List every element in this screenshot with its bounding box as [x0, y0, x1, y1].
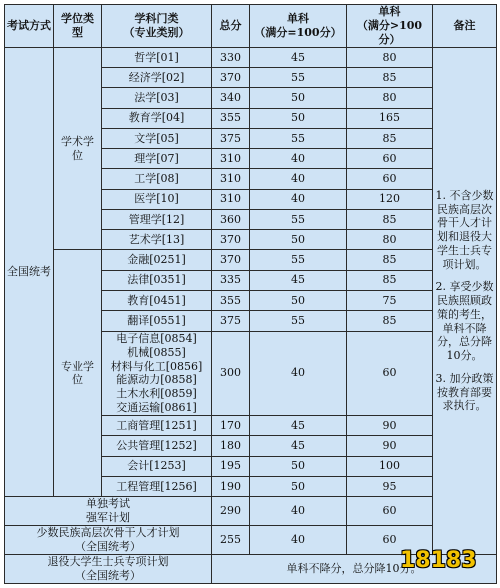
professional-single100: 45: [250, 270, 347, 290]
header-single100: [250, 5, 347, 48]
special-plan-label-line1: 少数民族高层次骨干人才计划: [36, 526, 180, 540]
header-exam-method: 考试方式: [5, 5, 54, 48]
table-row: [5, 47, 497, 67]
professional-single100: 45: [250, 416, 347, 436]
special-plan-label: [5, 526, 212, 555]
degree-type-professional: 专业学位: [54, 250, 102, 497]
remarks-note-1: 1. 不含少数民族高层次骨干人才计划和退役大学生士兵专项计划。: [435, 188, 494, 271]
header-single100plus: [347, 5, 433, 48]
academic-single100: 55: [250, 209, 347, 229]
academic-total: 310: [212, 189, 250, 209]
academic-single100: 40: [250, 189, 347, 209]
remarks-note-3: 3. 加分政策按教育部要求执行。: [435, 371, 494, 413]
exam-method-national: 全国统考: [5, 47, 54, 496]
header-degree-type: 学位类型: [54, 5, 102, 48]
special-single100: 40: [250, 526, 347, 555]
subject-cell: 艺术学[13]: [102, 230, 212, 250]
engineering-subject: 交通运输[0861]: [116, 400, 197, 414]
subject-cell: 法学[03]: [102, 88, 212, 108]
subject-cell: 工商管理[1251]: [102, 416, 212, 436]
subject-cell: 翻译[0551]: [102, 311, 212, 331]
professional-single100plus: 85: [347, 311, 433, 331]
subject-cell: 教育学[04]: [102, 108, 212, 128]
subject-cell: 公共管理[1252]: [102, 436, 212, 456]
engineering-subjects-cell: [102, 331, 212, 416]
professional-single100plus: 90: [347, 416, 433, 436]
professional-single100plus: 95: [347, 476, 433, 496]
header-subject-line1: 学科门类: [134, 12, 179, 26]
table-row: [5, 250, 497, 270]
professional-single100: 55: [250, 250, 347, 270]
academic-single100plus: 120: [347, 189, 433, 209]
professional-single100: 50: [250, 291, 347, 311]
professional-total: 355: [212, 291, 250, 311]
academic-total: 375: [212, 128, 250, 148]
special-total: 290: [212, 497, 250, 526]
engineering-single100plus: 60: [347, 331, 433, 416]
subject-cell: 哲学[01]: [102, 47, 212, 67]
academic-single100plus: 80: [347, 47, 433, 67]
professional-total: 190: [212, 476, 250, 496]
subject-cell: 教育[0451]: [102, 291, 212, 311]
special-plan-label: [5, 497, 212, 526]
engineering-subject: 土木水利[0859]: [116, 387, 197, 401]
header-total: 总分: [212, 5, 250, 48]
professional-total: 375: [212, 311, 250, 331]
special-single100: 40: [250, 497, 347, 526]
engineering-subject: 材料与化工[0856]: [110, 359, 203, 373]
site-watermark-logo: 18183: [400, 548, 477, 573]
special-plan-label-line1: 单独考试: [86, 497, 130, 511]
header-single100-line2: （满分=100分）: [254, 25, 342, 39]
academic-single100: 50: [250, 88, 347, 108]
professional-single100: 50: [250, 476, 347, 496]
academic-single100plus: 60: [347, 149, 433, 169]
academic-single100: 40: [250, 169, 347, 189]
professional-single100plus: 90: [347, 436, 433, 456]
academic-single100: 50: [250, 230, 347, 250]
special-plan-label-line2: 强军计划: [86, 511, 130, 525]
professional-single100: 45: [250, 436, 347, 456]
professional-total: 335: [212, 270, 250, 290]
academic-single100: 55: [250, 128, 347, 148]
academic-total: 360: [212, 209, 250, 229]
special-single100plus: 60: [347, 497, 433, 526]
professional-total: 170: [212, 416, 250, 436]
academic-single100plus: 85: [347, 209, 433, 229]
veteran-plan-note: 单科不降分，总分降10分。: [212, 554, 497, 583]
professional-total: 195: [212, 456, 250, 476]
subject-cell: 文学[05]: [102, 128, 212, 148]
header-row: [5, 5, 497, 48]
subject-cell: 法律[0351]: [102, 270, 212, 290]
professional-total: 180: [212, 436, 250, 456]
engineering-subject: 电子信息[0854]: [116, 332, 197, 346]
academic-single100plus: 165: [347, 108, 433, 128]
engineering-total: 300: [212, 331, 250, 416]
professional-single100plus: 100: [347, 456, 433, 476]
academic-single100plus: 80: [347, 230, 433, 250]
academic-single100plus: 85: [347, 68, 433, 88]
special-single100plus: 60: [347, 526, 433, 555]
academic-single100plus: 80: [347, 88, 433, 108]
engineering-subject: 机械[0855]: [127, 345, 186, 359]
header-subject: [102, 5, 212, 48]
professional-single100plus: 75: [347, 291, 433, 311]
engineering-subject: 能源动力[0858]: [116, 373, 197, 387]
academic-total: 310: [212, 169, 250, 189]
header-single100plus-line2: （满分>100分）: [356, 19, 423, 46]
academic-single100: 45: [250, 47, 347, 67]
score-table: [4, 4, 497, 584]
veteran-plan-label: [5, 554, 212, 583]
subject-cell: 工学[08]: [102, 169, 212, 189]
academic-total: 370: [212, 68, 250, 88]
engineering-single100: 40: [250, 331, 347, 416]
subject-cell: 理学[07]: [102, 149, 212, 169]
header-single100plus-line1: 单科: [378, 5, 401, 19]
subject-cell: 医学[10]: [102, 189, 212, 209]
academic-total: 330: [212, 47, 250, 67]
professional-total: 370: [212, 250, 250, 270]
academic-single100plus: 60: [347, 169, 433, 189]
academic-total: 370: [212, 230, 250, 250]
professional-single100: 55: [250, 311, 347, 331]
subject-cell: 工程管理[1256]: [102, 476, 212, 496]
veteran-plan-label-line2: （全国统考）: [75, 568, 141, 582]
subject-cell: 管理学[12]: [102, 209, 212, 229]
header-single100-line1: 单科: [287, 12, 309, 26]
academic-total: 355: [212, 108, 250, 128]
special-total: 255: [212, 526, 250, 555]
veteran-plan-label-line1: 退役大学生士兵专项计划: [47, 555, 169, 569]
subject-cell: 会计[1253]: [102, 456, 212, 476]
professional-single100plus: 85: [347, 270, 433, 290]
academic-total: 340: [212, 88, 250, 108]
academic-single100: 55: [250, 68, 347, 88]
remarks-notes: [433, 47, 497, 554]
degree-type-academic: 学术学位: [54, 47, 102, 250]
header-remarks: 备注: [433, 5, 497, 48]
professional-single100: 50: [250, 456, 347, 476]
academic-single100: 40: [250, 149, 347, 169]
academic-single100plus: 85: [347, 128, 433, 148]
academic-total: 310: [212, 149, 250, 169]
special-plan-label-line2: （全国统考）: [75, 540, 141, 554]
table-row-special: [5, 497, 497, 526]
professional-single100plus: 85: [347, 250, 433, 270]
subject-cell: 金融[0251]: [102, 250, 212, 270]
header-subject-line2: （专业类别）: [123, 25, 190, 39]
academic-single100: 50: [250, 108, 347, 128]
subject-cell: 经济学[02]: [102, 68, 212, 88]
remarks-note-2: 2. 享受少数民族照顾政策的考生，单科不降分，总分降10分。: [435, 280, 494, 363]
